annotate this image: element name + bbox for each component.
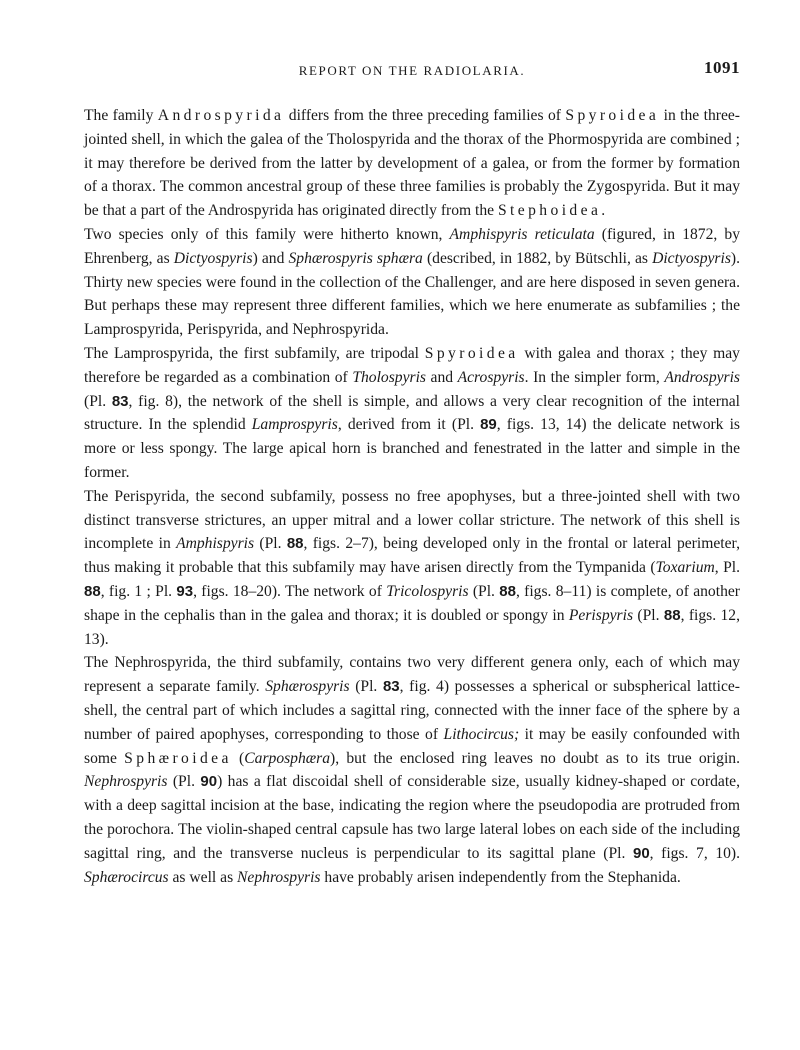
italic-term: Tricolospyris [386, 582, 469, 600]
text-run: ), but the enclosed ring leaves no doubt as to its true origin. [330, 749, 740, 767]
text-run: ( [231, 749, 245, 767]
text-run: . [601, 202, 606, 220]
text-run: it may be easily confounded with some [84, 725, 740, 767]
running-head [84, 58, 740, 82]
italic-term: Lamprospyris [251, 416, 338, 434]
page-number: 1091 [704, 58, 740, 77]
text-run: have probably arisen independently from the Stephanida. [320, 868, 681, 886]
paragraph [84, 104, 740, 223]
plate-number: 93 [176, 582, 194, 600]
italic-term: Dictyospyris [652, 249, 731, 267]
plate-number: 88 [499, 582, 516, 600]
paragraph [84, 342, 740, 485]
text-run: , figs. 7, 10). [649, 844, 740, 862]
spaced-term: Spyroidea [424, 344, 519, 362]
italic-term: Carposphæra [244, 749, 331, 767]
spaced-term: Androspyrida [157, 107, 285, 124]
text-run: The family [84, 107, 158, 124]
italic-term: Sphærospyris [265, 678, 350, 696]
paragraph [84, 485, 740, 652]
page [84, 58, 740, 889]
italic-term: Amphispyris reticulata [449, 225, 595, 243]
text-run: ). Thirty new species were found in the collection of the Challenger, and are here disposed in seven genera. But perhaps these may represent three different families, which we here enumerate as subfamilies ; the Lamprospyrida, Perispyrida, and Nephrospyrida. [84, 249, 740, 339]
text-run: , fig. 8), the network of the shell is simple, and allows a very clear recognition of the internal structure. In the splendid [84, 392, 740, 434]
italic-term: Acrospyris [457, 368, 525, 386]
italic-term: Nephrospyris [237, 868, 321, 886]
plate-number: 83 [382, 678, 400, 696]
text-run: , figs. 18–20). The network of [193, 582, 387, 600]
text-run: with galea and thorax ; they may therefore be regarded as a combination of [84, 344, 740, 386]
italic-term: Toxarium [655, 559, 715, 577]
plate-number: 90 [632, 844, 650, 862]
italic-term: Amphispyris [176, 535, 255, 553]
italic-term: Androspyris [664, 368, 741, 386]
text-run: . In the simpler form, [524, 368, 665, 386]
text-run: , fig. 1 ; Pl. [100, 582, 177, 600]
text-run: (described, in 1882, by Bütschli, as [422, 249, 653, 267]
text-run: (Pl. [84, 392, 112, 410]
plate-number: 88 [663, 606, 681, 624]
plate-number: 83 [111, 392, 129, 410]
text-run: The Perispyrida, the second subfamily, possess no free apophyses, but a three-jointed shell with two distinct transverse strictures, an upper mitral and a lower collar stricture. The network of this shell is incomplete in [84, 487, 740, 553]
text-run: , figs. 2–7), being developed only in the frontal or lateral perimeter, thus making it probable that this subfamily may have arisen directly from the Tympanida ( [84, 535, 740, 577]
text-run: (Pl. [254, 535, 287, 553]
text-run: , figs. 8–11) is complete, of another shape in the cephalis than in the galea and thorax; it is doubled or spongy in [84, 582, 740, 624]
plate-number: 89 [480, 416, 497, 434]
plate-number: 88 [84, 582, 101, 600]
plate-number: 90 [200, 773, 218, 791]
text-run: in the three-jointed shell, in which the galea of the Tholospyrida and the thorax of the Phormospyrida are combined ; it may therefore be derived from the latter by development of a galea, or from the former by formation of a thorax. The common ancestral group of these three families is probably the Zygospyrida. But it may be that a part of the Androspyrida has originated directly from the [84, 107, 741, 220]
text-run: ) and [252, 249, 289, 267]
spaced-term: Sphæroidea [124, 749, 232, 767]
text-run: , figs. 12, 13). [84, 606, 740, 648]
italic-term: Dictyospyris [173, 249, 253, 267]
text-run: , derived from it (Pl. [337, 416, 481, 434]
text-run: (Pl. [167, 773, 201, 791]
paragraph [84, 223, 740, 342]
spaced-term: Stephoidea [497, 202, 602, 220]
text-run: , Pl. [714, 559, 740, 577]
italic-term: Nephrospyris [84, 773, 168, 791]
italic-term: Tholospyris [352, 368, 426, 386]
text-run: (Pl. [349, 678, 383, 696]
text-run: as well as [168, 868, 238, 886]
spaced-term: Spyroidea [565, 107, 660, 124]
text-run: ) has a flat discoidal shell of considerable size, usually kidney-shaped or cordate, with a deep sagittal incision at the base, indicating the region where the pseudopodia are protruded from the porochora. The violin-shaped central capsule has two large lateral lobes on each side of the including sagittal ring, and the transverse nucleus is perpendicular to its sagittal plane (Pl. [84, 773, 740, 862]
text-run: and [425, 368, 458, 386]
italic-term: Sphærocircus [84, 868, 169, 886]
italic-term: Lithocircus; [443, 725, 520, 743]
text-run: (figured, in 1872, by Ehrenberg, as [84, 225, 740, 267]
body-text [84, 104, 740, 889]
paragraph [84, 651, 740, 889]
text-run: , figs. 13, 14) the delicate network is more or less spongy. The large apical horn is branched and fenestrated in the latter and simple in the former. [84, 416, 740, 481]
italic-term: Perispyris [568, 606, 634, 624]
text-run: (Pl. [468, 582, 500, 600]
text-run: The Lamprospyrida, the first subfamily, are tripodal [84, 344, 425, 362]
text-run: The Nephrospyrida, the third subfamily, contains two very different genera only, each of which may represent a separate family. [84, 654, 740, 696]
text-run: , fig. 4) possesses a spherical or subspherical lattice-shell, the central part of which includes a sagittal ring, connected with the inner face of the sphere by a number of paired apophyses, corresponding to those of [84, 678, 740, 743]
plate-number: 88 [286, 535, 304, 553]
running-title: REPORT ON THE RADIOLARIA. [298, 63, 526, 78]
italic-term: Sphærospyris sphæra [288, 249, 423, 267]
text-run: (Pl. [633, 606, 664, 624]
text-run: differs from the three preceding families of [284, 107, 566, 124]
text-run: Two species only of this family were hitherto known, [84, 225, 450, 243]
